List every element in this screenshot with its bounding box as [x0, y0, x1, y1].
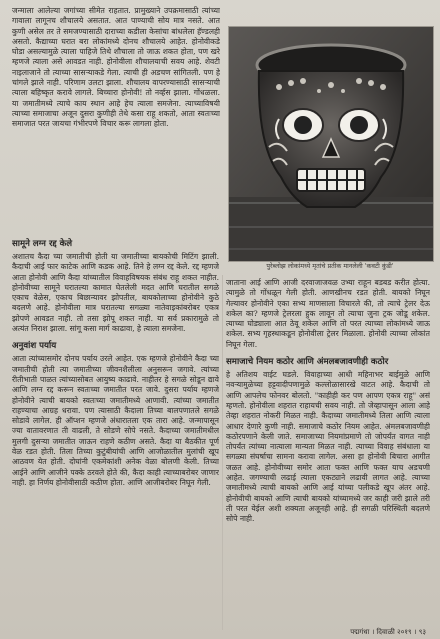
right-column	[226, 278, 430, 636]
photo-caption: पुरेब्लोझ लोकांमध्ये मृतांचे प्रतीक मानलेली 'कवटी कुंडी'	[266, 262, 394, 270]
skull-pot-illustration	[229, 27, 433, 261]
section-heading-marriage-cancelled: सामूने लग्न रद्द केले	[12, 239, 73, 249]
left-column	[12, 238, 219, 636]
top-text-block	[12, 6, 220, 238]
section-heading-society-rules: समाजाचे नियम कठोर आणि अंमलबजावणीही कठोर	[226, 357, 389, 368]
section-heading-options: अनुवांश पर्याय	[12, 341, 57, 352]
top-paragraph: जन्माला आलेल्या जगांच्या सीमेत राहतात. प्रामुख्याने उपक्रमासाठी त्यांच्या गावाला लागूनच शौचालये असतात. आत पाण्याची सोय मात्र नसते. आत कुणी असेल तर ते समजण्यासाठी दाराच्या कडीला केसांचा बांधलेला हॅण्डलही असतो. कैद्याच्या घरात बरा लोकांमध्ये दोनच शौचालये आहेत. होनोवीकडे घोडा असल्यामुळे त्याला पाहिजे तिथे शौचाला तो जाऊ शकत होता, पण खरे म्हणजे त्याला असे आवडत नाही. होनोवीला शौचालयाची सवय आहे. शेवटी नाइलाजाने तो त्याच्या सासऱ्याकडे गेला. त्याची ही अडचण सांगितली. पण हे चांगले झाले नाही. परिणाम उलटा झाला. शौचालय वापरण्यासाठी सासऱ्याची त्याला बहिष्कृत करावे लागले. बिच्चारा होनोवी! तो नर्व्हस झाला. गोंधळला. या जमातीमध्ये त्याचे काय स्थान आहे हेच त्याला समजेना. त्याच्याविषयी त्याच्या समाजाचा अजून दुसरा कुणीही तेथे कसा राहू शकतो, आता स्वतःच्या समाजात परत जायचा गंभीरपणे विचार करू लागला होता.	[12, 6, 220, 129]
column-divider	[222, 275, 223, 630]
right-column-intro: जाताना आई आणि आजी दरवाजाजवळ उभ्या राहून बडबड करीत होत्या. त्यामुळे तो गोंधळून गेली होती. आणखीनच रडत होती. बायको निघून गेल्यावर होनोवीने एका सभ्य माणसाला विचारले की, तो त्याचे ट्रेलर देऊ शकेल का? म्हणजे ट्रेलरला हुक लावून तो त्याचा जुना ट्रक जोडू शकेल. त्याच्या घोड्याला आत ठेवू शकेल आणि तो परत त्याच्या लोकांमध्ये जाऊ शकेल. सभ्य गृहस्थाकडून होनोवीला ट्रेलर मिळाला. होनोवी त्याच्या लोकांत निघून गेला.	[226, 278, 430, 349]
page-footer: पद्मगंधा । दिवाळी २०१९ । ९३	[350, 628, 426, 636]
skull-pot-photo	[228, 26, 434, 262]
section-marriage-cancelled-text: अशातच कैदा च्या जमातीची होती या जमातीच्या बायकोची मिटिंग झाली. कैदाची आई फार काटेक आणि कडक आहे. तिने हे लग्न रद्द केले. रद्द म्हणजे आता होनोवी आणि कैदा यांच्यातील विवाहविषयक संबंध राहू शकत नाहीत. होनोवीच्या सामूने घरातल्या कामात घेतलेली मदत आणि घरातील सगळे एकाच वेळेस, एकाच बिछान्यावर झोपतील, बायकोलाच्या होनोवीने कुठे बदलणे आहे. होनोवीला मात्र घरातल्या सगळ्या नातेवाइकांबरोबर एकत्र झोपणे आवडत नाही. तो तसा झोपू शकत नाही. या सर्व प्रकारामुळे तो अत्यंत निराश झाला. सांगू कसा मार्ग काढावा, हे त्याला समजेना.	[12, 252, 219, 334]
section-society-rules-text: हे अतिशय वाईट घडले. विवाहाच्या आधी महिनाभर बाईमुळे आणि नवऱ्यामुळेच्या हट्टवादीपणामुळे कल्लोळासारखे वाटत आहे. कैदाची तो आणि आपलेच फोनवर बोलतो. "काहीही कर पण आपण एकत्र राहू" असं म्हणतो. होनोवीला शहरात राहायची सवय नाही. तो जेव्हापासून आला आहे तेव्हा शहरात नोकरी मिळत नाही. कैदाच्या जमातीमध्ये तिला आणि त्याला आधार देणारे कुणी नाही. समाजाचे कठोर नियम आहेत. अंमलबजावणीही कठोरपणाने केली जाते. समाजाच्या नियमांप्रमाणे तो जोपर्यंत वागत नाही तोपर्यंत त्यांच्या नात्याला मान्यता मिळत नाही. त्याच्या विवाह संबंधाला या सगळ्या संघर्षाचा सामना करावा लागेल. असा हा होनोवी बिचारा आगीत जळत आहे. होनोवीच्या समोर आता फक्त आणि फक्त याच अडचणी आहेत. जगण्याची लढाई त्याला एकट्याने लढावी लागत आहे. त्याच्या जमातीमध्ये त्याची बायको आणि आई यांच्या पलीकडे खूप अंतर आहे. होनोवीची बायको आणि त्याची बायको यांच्यामध्ये जर काही जरी झाले तरी ती परत येईल अशी शक्यता अजूनही आहे. ही सगळी परिस्थिती बदलणे सोपे नाही.	[226, 370, 430, 524]
section-options-text: आता त्यांच्यासमोर दोनच पर्याय उरले आहेत. एक म्हणजे होनोवीने कैदा च्या जमातीची होती त्या जमातीच्या जीवनशैलीला अनुसरून जगावे. त्यांच्या रीतीभाती पाळत त्यांच्यासोबत आयुष्य काढावे. नाहीतर हे सगळे सोडून द्यावे आणि लग्न रद्द करून स्वतःच्या जमातीत परत जावे. दुसरा पर्याय म्हणजे होनोवीने त्याची बायको स्वतःच्या जमातीमध्ये आणावी. त्यांच्या जमातीत राहण्याचा आग्रह धरावा. पण त्यासाठी कैदाला तिच्या बालपणातले सगळे सोडावे लागेल. ही ऑप्शन म्हणजे अंधारातला एक तारा आहे. जन्मापासून ज्या वातावरणात ती वाढली, ते सोडणे सोपे नसते. कैदाच्या जमातीमधील मुलगी दुसऱ्या जमातीत जाऊन राहणे कठीण असते. कैदा या बैठकीत पूर्ण वेळ रडत होती. तिला तिच्या कुटुंबीयांची आणि आजोळातील मुलांची खूप आठवण येत होती. दोघांनी एकमेकांशी अनेक वेळा बोलणी केली. तिच्या आईने आणि आजीने पक्के ठरवले होते की, कैदा काही त्याच्याबरोबर जाणार नाही. हा निर्णय होनोवीसाठी कठीण होता. आणि आजीबरोबर निघून गेली.	[12, 354, 219, 487]
